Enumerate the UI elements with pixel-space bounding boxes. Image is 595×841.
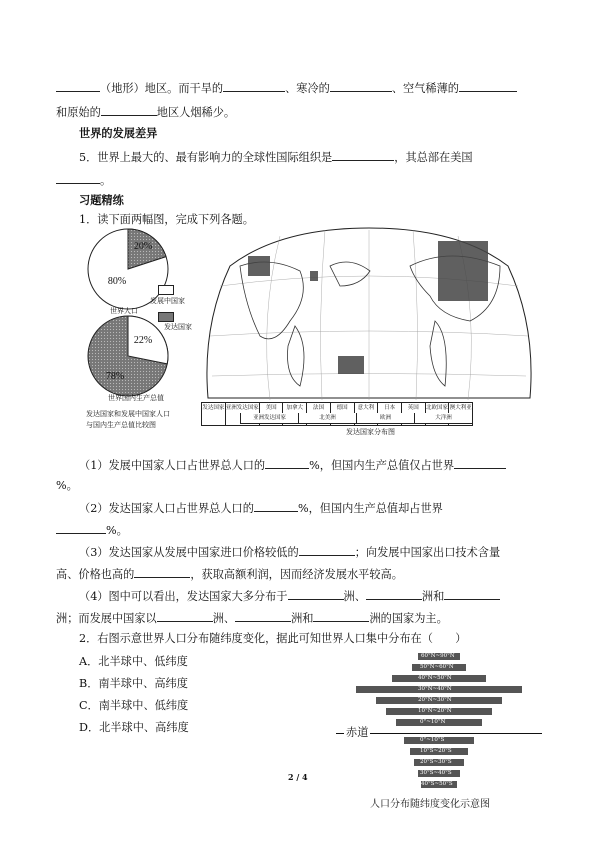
world-map — [200, 226, 538, 426]
text-span: 洲；而发展中国家以 — [56, 612, 157, 625]
pyramid-band-label: 0°~10°S — [420, 737, 445, 743]
text-span: 洲和 — [421, 590, 445, 603]
legend-cell: 加拿大 — [283, 403, 307, 425]
pyramid-bar — [396, 719, 482, 726]
map-caption: 发达国家分布图 — [346, 428, 395, 436]
text-span: （2）发达国家人口占世界总人口的 — [79, 502, 254, 515]
legend-swatch-developing — [158, 285, 174, 295]
text-span: 和原始的 — [56, 106, 101, 119]
text-span: ；向发展中国家出口技术含量 — [354, 546, 501, 559]
pyramid-bar — [392, 675, 486, 682]
developed-region-north-america — [438, 241, 488, 301]
pyramid-bar — [356, 686, 522, 693]
legend-cell: 亚洲发达国家 — [241, 413, 299, 423]
text-span: 高、价格也高的 — [56, 568, 135, 581]
pyramid-band-label: 30°N~40°N — [418, 686, 452, 692]
pie-label-small: 20% — [133, 241, 153, 252]
answer-blank[interactable] — [56, 172, 100, 184]
answer-blank[interactable] — [134, 566, 190, 578]
section-heading: 习题精练 — [79, 193, 124, 207]
pyramid-bar — [421, 781, 457, 788]
map-legend-continents — [240, 413, 473, 424]
subquestion-2 — [79, 500, 443, 516]
text-span: 洲、 — [212, 612, 236, 625]
equator-label: 赤道 — [346, 726, 369, 739]
answer-blank[interactable] — [288, 588, 344, 600]
text-line — [56, 104, 235, 120]
pyramid-bar — [418, 653, 460, 660]
legend-cell: 亚洲发达国家 — [226, 403, 260, 425]
pyramid-band-label: 50°N~60°N — [420, 664, 454, 670]
text-span: 洲的国家为主。 — [369, 612, 448, 625]
pyramid-bar — [386, 708, 492, 715]
answer-blank[interactable] — [299, 544, 355, 556]
text-span: （地形）地区。而干旱的 — [100, 82, 224, 95]
answer-blank[interactable] — [56, 522, 106, 534]
text-line — [56, 610, 448, 626]
answer-blank[interactable] — [454, 457, 506, 469]
developed-region-oceania — [338, 356, 364, 374]
legend-cell: 澳大利亚 — [449, 405, 472, 411]
text-span: 洲、 — [343, 590, 366, 603]
pyramid-bar — [418, 770, 460, 777]
question-5 — [79, 149, 473, 165]
pyramid-band-label: 10°S~20°S — [420, 748, 452, 754]
answer-blank[interactable] — [56, 80, 100, 92]
text-span: %。 — [106, 524, 128, 537]
option-b[interactable]: B．南半球中、高纬度 — [79, 677, 188, 690]
option-d[interactable]: D．北半球中、高纬度 — [79, 721, 189, 734]
pyramid-bar — [404, 737, 474, 744]
text-span: （4）图中可以看出，发达国家大多分布于 — [79, 590, 288, 603]
text-span: 、空气稀薄的 — [391, 82, 459, 95]
pyramid-bar — [410, 748, 468, 755]
text-line — [56, 522, 128, 538]
answer-blank[interactable] — [254, 500, 298, 512]
answer-blank[interactable] — [332, 149, 394, 161]
option-c[interactable]: C．南半球中、低纬度 — [79, 699, 189, 712]
pyramid-band-label: 60°N~90°N — [421, 653, 455, 659]
answer-blank[interactable] — [101, 104, 157, 116]
page-number: 2 / 4 — [288, 772, 308, 782]
pyramid-band-label: 40°S~50°S — [421, 781, 453, 787]
answer-blank[interactable] — [330, 80, 392, 92]
answer-blank[interactable] — [157, 610, 213, 622]
text-span: ，获取高额利润，因而经济发展水平较高。 — [190, 568, 403, 581]
text-line — [56, 566, 403, 582]
pyramid-band-label: 10°N~20°N — [418, 708, 452, 714]
subquestion-4 — [79, 588, 500, 604]
text-span: 5．世界上最大的、最有影响力的全球性国际组织是 — [79, 151, 333, 164]
legend-cell: 美国 — [260, 403, 284, 425]
legend-cell: 北欧国家 — [426, 403, 450, 425]
pyramid-band-label: 0°~10°N — [420, 719, 446, 725]
text-span: 。 — [100, 174, 112, 187]
pie-label-big: 78% — [105, 371, 125, 382]
diagram-caption: 人口分布随纬度变化示意图 — [370, 799, 490, 810]
pyramid-bar — [412, 664, 466, 671]
developed-region-europe — [248, 256, 270, 276]
answer-blank[interactable] — [459, 80, 517, 92]
text-span: （3）发达国家从发展中国家进口价格较低的 — [79, 546, 299, 559]
legend-cell: 北美洲 — [299, 413, 357, 423]
text-span: 洲和 — [291, 612, 314, 625]
pie-caption: 世界国内生产总值 — [108, 394, 164, 402]
pyramid-band-label: 30°S~40°S — [420, 770, 452, 776]
text-line: %。 — [56, 479, 78, 492]
figure-caption: 与国内生产总值比较图 — [86, 421, 156, 429]
text-span: %，但国内生产总值仅占世界 — [309, 459, 455, 472]
legend-cell: 发达国家 — [202, 403, 226, 425]
legend-cell: 德国 — [331, 403, 355, 425]
legend-cell: 欧洲 — [357, 413, 415, 423]
legend-cell: 意大利 — [355, 403, 379, 425]
answer-blank[interactable] — [313, 610, 369, 622]
pie-caption: 世界人口 — [110, 307, 138, 315]
pyramid-band-label: 20°N~30°N — [418, 697, 452, 703]
text-span: 、寒冷的 — [285, 82, 330, 95]
answer-blank[interactable] — [235, 610, 291, 622]
answer-blank[interactable] — [223, 80, 285, 92]
question-2: 2．右图示意世界人口分布随纬度变化，据此可知世界人口集中分布在（ ） — [79, 632, 467, 645]
figure-caption: 发达国家和发展中国家人口 — [86, 410, 170, 418]
legend-label-developed: 发达国家 — [164, 323, 192, 331]
answer-blank[interactable] — [444, 588, 500, 600]
text-span: （1）发展中国家人口占世界总人口的 — [79, 459, 266, 472]
pie-label-small: 22% — [133, 335, 153, 346]
subquestion-1 — [79, 457, 506, 473]
answer-blank[interactable] — [366, 588, 422, 600]
answer-blank[interactable] — [265, 457, 309, 469]
pie-label-big: 80% — [107, 276, 127, 287]
developed-region-asia — [310, 271, 318, 281]
legend-cell: 日本 — [378, 403, 402, 425]
pyramid-bar — [376, 697, 502, 704]
legend-cell: 大洋洲 — [435, 415, 452, 421]
legend-cell: 法国 — [307, 403, 331, 425]
text-line — [56, 80, 517, 96]
section-heading: 世界的发展差异 — [79, 126, 158, 140]
text-line — [56, 172, 111, 188]
text-span: %，但国内生产总值却占世界 — [297, 502, 443, 515]
pyramid-band-label: 40°N~50°N — [418, 675, 452, 681]
text-span: 地区人烟稀少。 — [156, 106, 236, 119]
gdp-pie-chart — [85, 313, 171, 399]
question-1: 1．读下面两幅图，完成下列各题。 — [79, 213, 254, 226]
subquestion-3 — [79, 544, 500, 560]
legend-label-developing: 发展中国家 — [150, 297, 185, 305]
text-span: ，其总部在美国 — [394, 151, 473, 164]
legend-cell: 英国 — [402, 403, 426, 425]
option-a[interactable]: A．北半球中、低纬度 — [79, 655, 188, 668]
pyramid-band-label: 20°S~30°S — [420, 759, 452, 765]
pyramid-bar — [414, 759, 464, 766]
